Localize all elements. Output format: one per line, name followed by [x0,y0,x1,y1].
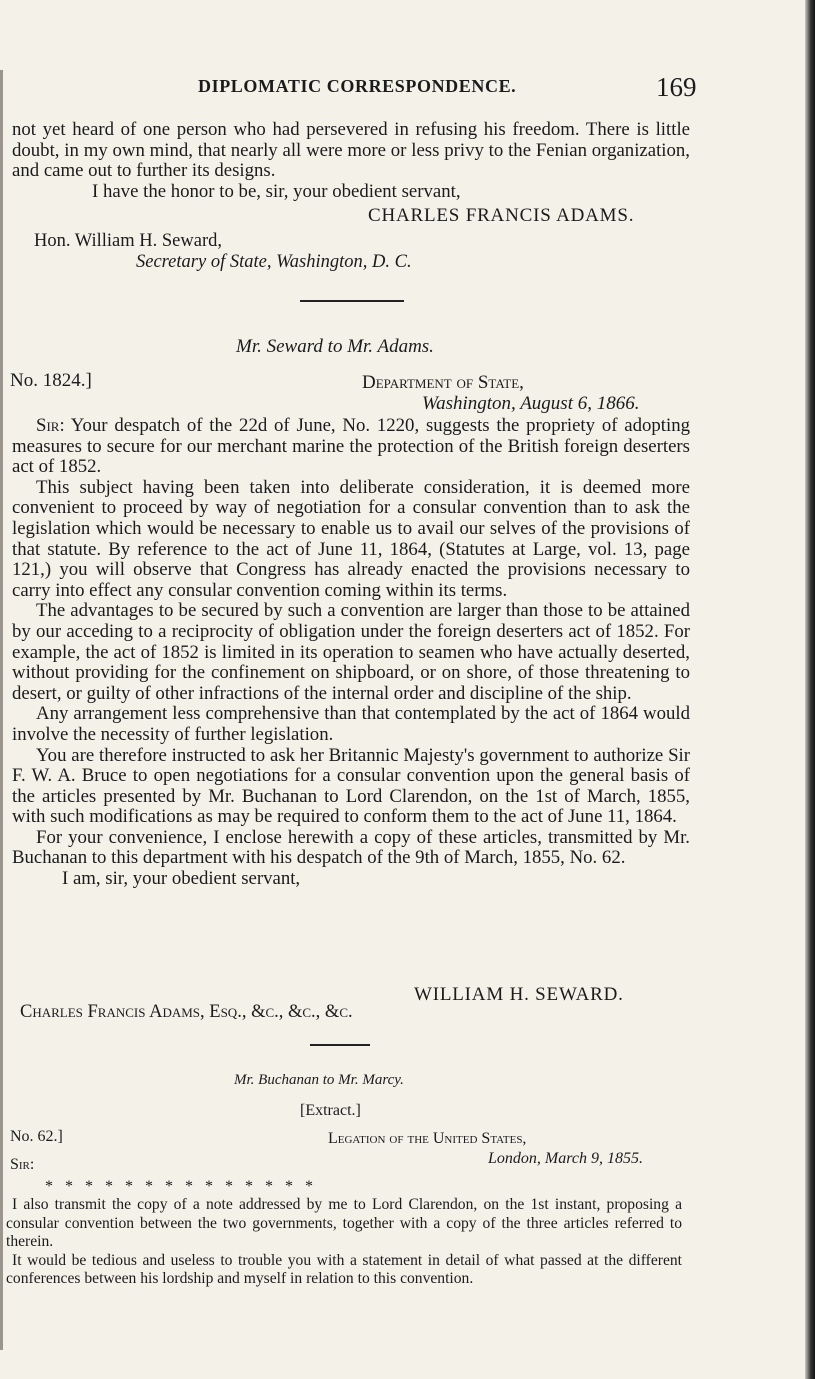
dateline: Washington, August 6, 1866. [422,393,640,414]
paragraph: The advantages to be secured by such a convention are larger than those to be attained by our acceding to a reciprocity of obligation under the foreign deserters act of 1852. For example, the act of 1852 is limited in its operation to seamen who have actually deserted, without providing for the confinement on shipboard, or on shore, of those threatening to desert, or guilty of other infractions of the internal order and discipline of the ship. [12,600,690,704]
page-number: 169 [656,72,697,102]
sender-office: Department of State, [362,372,524,393]
signature-seward: WILLIAM H. SEWARD. [414,984,624,1005]
paragraph: I also transmit the copy of a note addressed by me to Lord Clarendon, on the 1st instant, proposing a consular convention between the two governments, together with a copy of the three articles referred to therein. [6,1196,682,1251]
addressee-name: Hon. William H. Seward, [34,231,222,251]
paragraph: Sir: Your despatch of the 22d of June, No. 1220, suggests the propriety of adopting measures to secure for our merchant marine the protection of the British foreign deserters act of 1852. [12,415,691,478]
closing-line: I have the honor to be, sir, your obedient servant, [92,180,461,202]
despatch-number: No. 62.] [10,1128,63,1145]
extract-label: [Extract.] [300,1102,361,1119]
signature-adams: CHARLES FRANCIS ADAMS. [368,205,635,226]
salutation: Sir: [10,1156,35,1173]
paragraph: This subject having been taken into deliberate consideration, it is deemed more convenient to proceed by way of negotiation for a consular convention than to ask the legislation which would be necessary to enable us to avail our selves of the provisions of that statute. By reference to the act of June 11, 1864, (Statutes at Large, vol. 13, page 121,) you will observe that Congress has already enacted the provisions necessary to carry into effect any consular convention coming within its terms. [12,476,690,601]
paragraph: For your convenience, I enclose herewith a copy of these articles, transmitted by Mr. Buchanan to this department with his despatch of the 9th of March, 1855, No. 62. [12,826,690,869]
running-head: DIPLOMATIC CORRESPONDENCE. [198,76,517,96]
section-divider [300,300,404,302]
letter-heading: Mr. Buchanan to Mr. Marcy. [234,1072,404,1088]
paragraph: Any arrangement less comprehensive than that contemplated by the act of 1864 would involve the necessity of further legislation. [12,703,690,745]
addressee-adams: Charles Francis Adams, Esq., &c., &c., &c. [20,1002,353,1022]
salutation: Sir: [36,415,65,436]
page-edge-left [0,70,3,1350]
letter-body [6,1196,682,1289]
closing-line: I am, sir, your obedient servant, [62,868,301,890]
addressee-title: Secretary of State, Washington, D. C. [136,252,412,272]
continued-paragraph [12,120,690,202]
sender-office: Legation of the United States, [328,1130,527,1147]
paragraph: You are therefore instructed to ask her Britannic Majesty's government to authorize Sir F. W. A. Bruce to open negotiations for a consular convention upon the general basis of the articles presented by Mr. Buchanan to Lord Clarendon, on the 1st of March, 1855, with such modifications as may be required to conform them to the act of June 11, 1864. [12,744,690,828]
letter-body [12,416,690,890]
dateline: London, March 9, 1855. [488,1150,643,1167]
paragraph: not yet heard of one person who had persevered in refusing his freedom. There is little doubt, in my own mind, that nearly all were more or less privy to the Fenian organization, and came out to further its designs. [12,119,690,182]
ellipsis-stars: * * * * * * * * * * * * * * [45,1178,313,1195]
section-divider [310,1044,370,1046]
letter-heading: Mr. Seward to Mr. Adams. [236,336,434,357]
page-edge-right [805,0,815,1379]
paragraph: It would be tedious and useless to trouble you with a statement in detail of what passed at the different conferences between his lordship and myself in relation to this convention. [6,1251,682,1288]
despatch-number: No. 1824.] [10,370,92,391]
